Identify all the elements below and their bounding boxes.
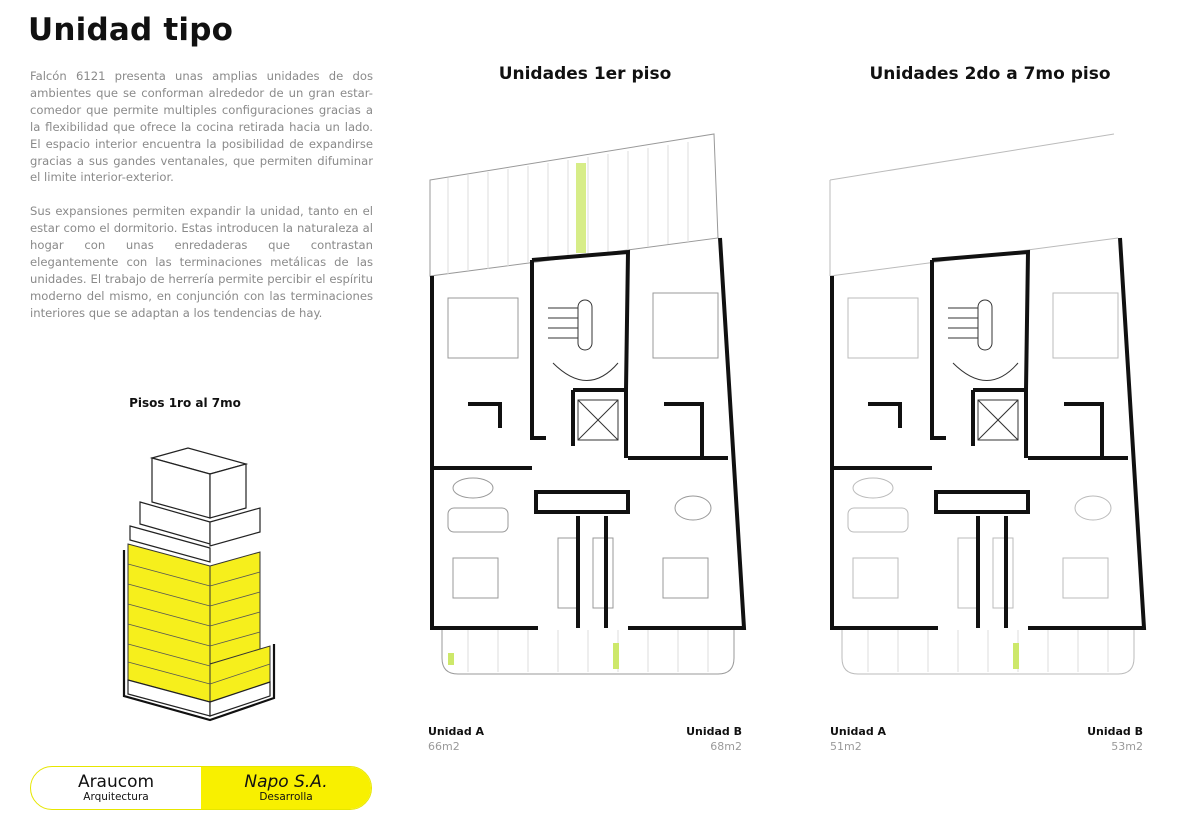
brand-araucom bbox=[31, 767, 201, 809]
brand-napo-name: Napo S.A. bbox=[244, 772, 328, 792]
brand-araucom-sub: Arquitectura bbox=[83, 791, 149, 803]
plan2-unit-a-area: 51m2 bbox=[830, 740, 862, 753]
brand-napo bbox=[201, 767, 371, 809]
building-isometric bbox=[110, 440, 280, 740]
plan1-unit-b-label: Unidad B bbox=[686, 725, 742, 738]
iso-caption: Pisos 1ro al 7mo bbox=[129, 396, 241, 410]
page-title: Unidad tipo bbox=[28, 12, 234, 48]
plan1-unit-a-area: 66m2 bbox=[428, 740, 460, 753]
brand-araucom-name: Araucom bbox=[77, 772, 155, 792]
floor-plan-1 bbox=[428, 128, 748, 680]
floor-plan-2 bbox=[828, 128, 1148, 680]
intro-paragraph-1: Falcón 6121 presenta unas amplias unidades de dos ambientes que se conforman alrededor de un gran estar-comedor que permite multiples configuraciones gracias a la flexibilidad que ofrece la cocina retirada hacia un lado. El espacio interior encuentra la posibilidad de expandirse gracias a sus gandes ventanales, que permiten difuminar el limite interior-exterior. bbox=[30, 69, 373, 185]
plan2-unit-b-label: Unidad B bbox=[1087, 725, 1143, 738]
plan1-unit-b-area: 68m2 bbox=[710, 740, 742, 753]
plan2-unit-b-area: 53m2 bbox=[1111, 740, 1143, 753]
plan-title-1: Unidades 1er piso bbox=[498, 64, 672, 84]
intro-text bbox=[30, 68, 373, 339]
plan2-unit-a-label: Unidad A bbox=[830, 725, 887, 738]
plan-title-2: Unidades 2do a 7mo piso bbox=[869, 64, 1111, 84]
plan1-unit-a-label: Unidad A bbox=[428, 725, 485, 738]
intro-paragraph-2: Sus expansiones permiten expandir la unidad, tanto en el estar como el dormitorio. Estas introducen la naturaleza al hogar con unas enredaderas que contrastan elegantemente con las terminaciones metálicas de las unidades. El trabajo de herrería permite percibir el espíritu moderno del mismo, en conjunción con las terminaciones interiores que se adaptan a los tendencias de hay. bbox=[30, 204, 373, 320]
brand-napo-sub: Desarrolla bbox=[259, 791, 313, 803]
credits-footer bbox=[30, 766, 372, 810]
